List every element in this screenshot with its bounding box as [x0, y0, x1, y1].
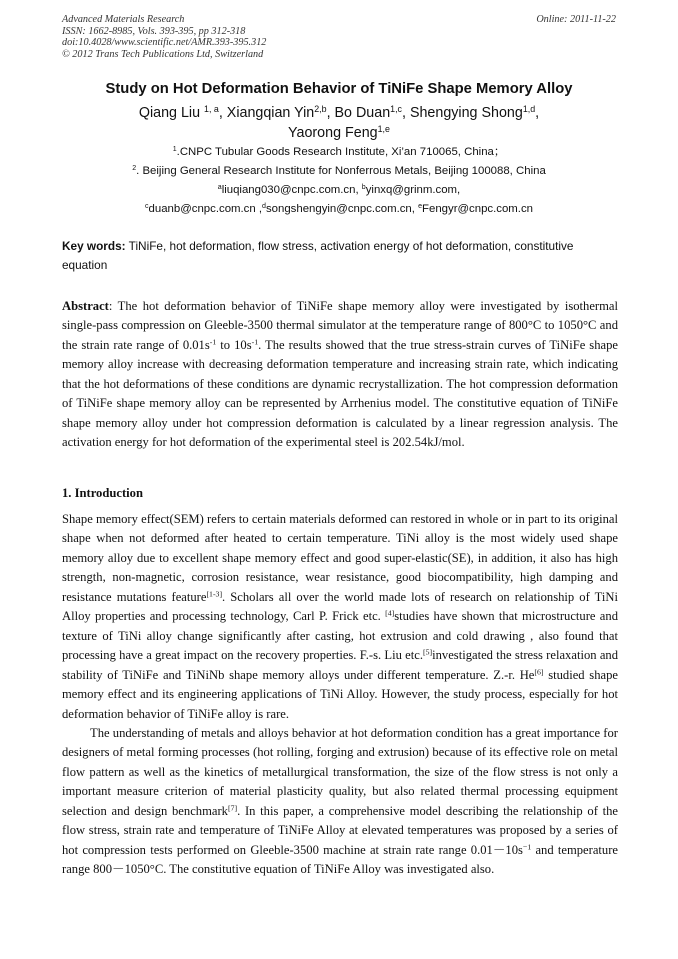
- citation-ref: [5]: [423, 647, 433, 657]
- online-date: Online: 2011-11-22: [536, 14, 616, 25]
- email-line-2: [62, 203, 616, 216]
- email-mark: b: [361, 184, 366, 192]
- abstract: [62, 297, 618, 453]
- rate-exponent: −1: [522, 842, 532, 852]
- paragraph-text: . In this paper, a comprehensive model describing the relationship of the flow stress, strain rate and temperature of TiNiFe Alloy at elevated temperatures was proposed by a series of hot compression tests performed on Gleeble-3500 machine at strain rate range 0.01－10s: [62, 803, 619, 857]
- paragraph-text: investigated the stress relaxation and stability of TiNiFe and TiNiNb shape memory alloys under different temperature. Z.-r. He: [62, 648, 618, 682]
- email-address: songshengyin@cnpc.com.cn,: [265, 203, 419, 215]
- affiliation-text: .CNPC Tubular Goods Research Institute, Xi’an 710065, China；: [176, 146, 506, 158]
- paragraph-text: Shape memory effect(SEM) refers to certain materials deformed can restored in whole or in part to its original shape when not deformed after heated to certain temperature. TiNi alloy is the most widely used shape memory alloy due to excellent shape memory effect and good super-elastic(SE), in addition, it also has high strength, non-magnetic, corrosion resistance, wear resistance, good biocompatibility, high damping and resistance mutations feature: [62, 512, 618, 604]
- doi-line: doi:10.4028/www.scientific.net/AMR.393-395.312: [62, 37, 267, 48]
- paragraph-text: studied shape memory effect and its engineering applications of TiNi Alloy. However, the study process, especially for hot deformation behavior of TiNiFe alloy is rare.: [62, 667, 618, 721]
- author-affil-mark: 1,c: [390, 104, 402, 115]
- author-name: Qiang Liu: [138, 105, 201, 121]
- abstract-label: Abstract: [62, 299, 109, 313]
- author-affil-mark: 1, a: [204, 104, 219, 115]
- affiliation-mark: 2: [132, 165, 137, 173]
- journal-header: [62, 14, 616, 60]
- affiliation-2: [62, 165, 616, 178]
- introduction-body: [62, 510, 618, 880]
- citation-ref: [6]: [534, 667, 544, 677]
- author-line-1: Qiang Liu $^{1, a}$, Xiangqian Yin$^{2,b}$, Bo Duan$^{1,c}$, Shengying Shong$^{1,d}$,: [138, 104, 540, 121]
- author-name: Bo Duan: [334, 105, 391, 121]
- email-address: liuqiang030@cnpc.com.cn,: [221, 184, 362, 196]
- email-address: yinxq@grinm.com,: [365, 184, 461, 196]
- citation-ref: [4]: [385, 608, 395, 618]
- intro-paragraph-1: [62, 510, 618, 724]
- email-mark: d: [262, 203, 266, 211]
- citation-ref: [7]: [227, 803, 238, 813]
- author-affil-mark: 2,b: [314, 104, 327, 115]
- email-line-1: [62, 184, 616, 197]
- paragraph-text: . Scholars all over the world made lots of research on relationship of TiNi Alloy properties and processing technology, Carl P. Frick etc.: [62, 589, 618, 624]
- copyright-line: © 2012 Trans Tech Publications Ltd, Switzerland: [62, 48, 264, 60]
- affiliation-text: . Beijing General Research Institute for Nonferrous Metals, Beijing 100088, China: [136, 165, 546, 177]
- email-address: Fengyr@cnpc.com.cn: [422, 203, 533, 215]
- author-name: Xiangqian Yin: [226, 105, 315, 121]
- paragraph-text: and temperature range 800－1050°C. The constitutive equation of TiNiFe Alloy was investigated also.: [62, 842, 618, 877]
- issn-line: ISSN: 1662-8985, Vols. 393-395, pp 312-318: [62, 25, 246, 37]
- author-name: Shengying Shong: [409, 105, 523, 121]
- abstract-text: . The results showed that the true stress-strain curves of TiNiFe shape memory alloy increase with decreasing deformation temperature and increasing strain rate, which indicating that the hot deformations of these conditions are dynamic recrystallization. The hot compression deformation of TiNiFe shape memory alloy can be represented by Arrhenius model. The constitutive equation of TiNiFe shape memory alloy under hot compression deformation is calculated by a linear regression analysis. The activation energy for hot deformation of the experimental steel is 202.54kJ/mol.: [62, 337, 618, 450]
- email-mark: c: [145, 203, 149, 211]
- keywords-text: TiNiFe, hot deformation, flow stress, activation energy of hot deformation, constitutive equation: [62, 239, 574, 272]
- paper-title: Study on Hot Deformation Behavior of TiNiFe Shape Memory Alloy: [105, 81, 573, 97]
- email-address: duanb@cnpc.com.cn ,: [148, 203, 263, 215]
- email-mark: a: [217, 184, 222, 192]
- section-heading: 1. Introduction: [62, 486, 143, 500]
- abstract-exponent: -1: [251, 337, 259, 347]
- abstract-text: to 10s: [216, 337, 252, 352]
- author-line-2: [62, 123, 616, 143]
- author-list: [62, 103, 616, 143]
- intro-paragraph-2: [62, 724, 618, 880]
- email-mark: e: [418, 203, 423, 211]
- citation-ref: [1-3]: [206, 589, 223, 599]
- paragraph-text: studies have shown that microstructure and texture of TiNi alloy change significantly after casting, hot extrusion and cold drawing , also found that processing have a great impact on the recovery properties. F.-s. Liu etc.: [62, 609, 618, 663]
- abstract-text: : The hot deformation behavior of TiNiFe shape memory alloy were investigated by isothermal single-pass compression on Gleeble-3500 thermal simulator at the temperature range of 800°C to 1050°C and the strain rate range of 0.01s: [62, 299, 618, 352]
- paragraph-text: The understanding of metals and alloys behavior at hot deformation condition has a great importance for designers of metal forming processes (hot rolling, forging and extrusion) because of its effective role on metal flow pattern as well as the kinetics of metallurgical transformation, the size of the flow stress is not only a important measure criterion of material plasticity quality, but also related thermal processing equipment selection and design benchmark: [62, 725, 618, 818]
- abstract-exponent: -1: [209, 337, 217, 347]
- journal-name: Advanced Materials Research: [62, 14, 185, 25]
- author-name: Yaorong Feng: [288, 125, 378, 141]
- affiliation-mark: 1: [172, 146, 177, 154]
- author-affil-mark: 1,e: [377, 124, 390, 135]
- author-affil-mark: 1,d: [522, 104, 536, 115]
- keywords: [62, 237, 618, 275]
- keywords-label: Key words:: [62, 239, 126, 253]
- affiliation-1: [62, 146, 616, 159]
